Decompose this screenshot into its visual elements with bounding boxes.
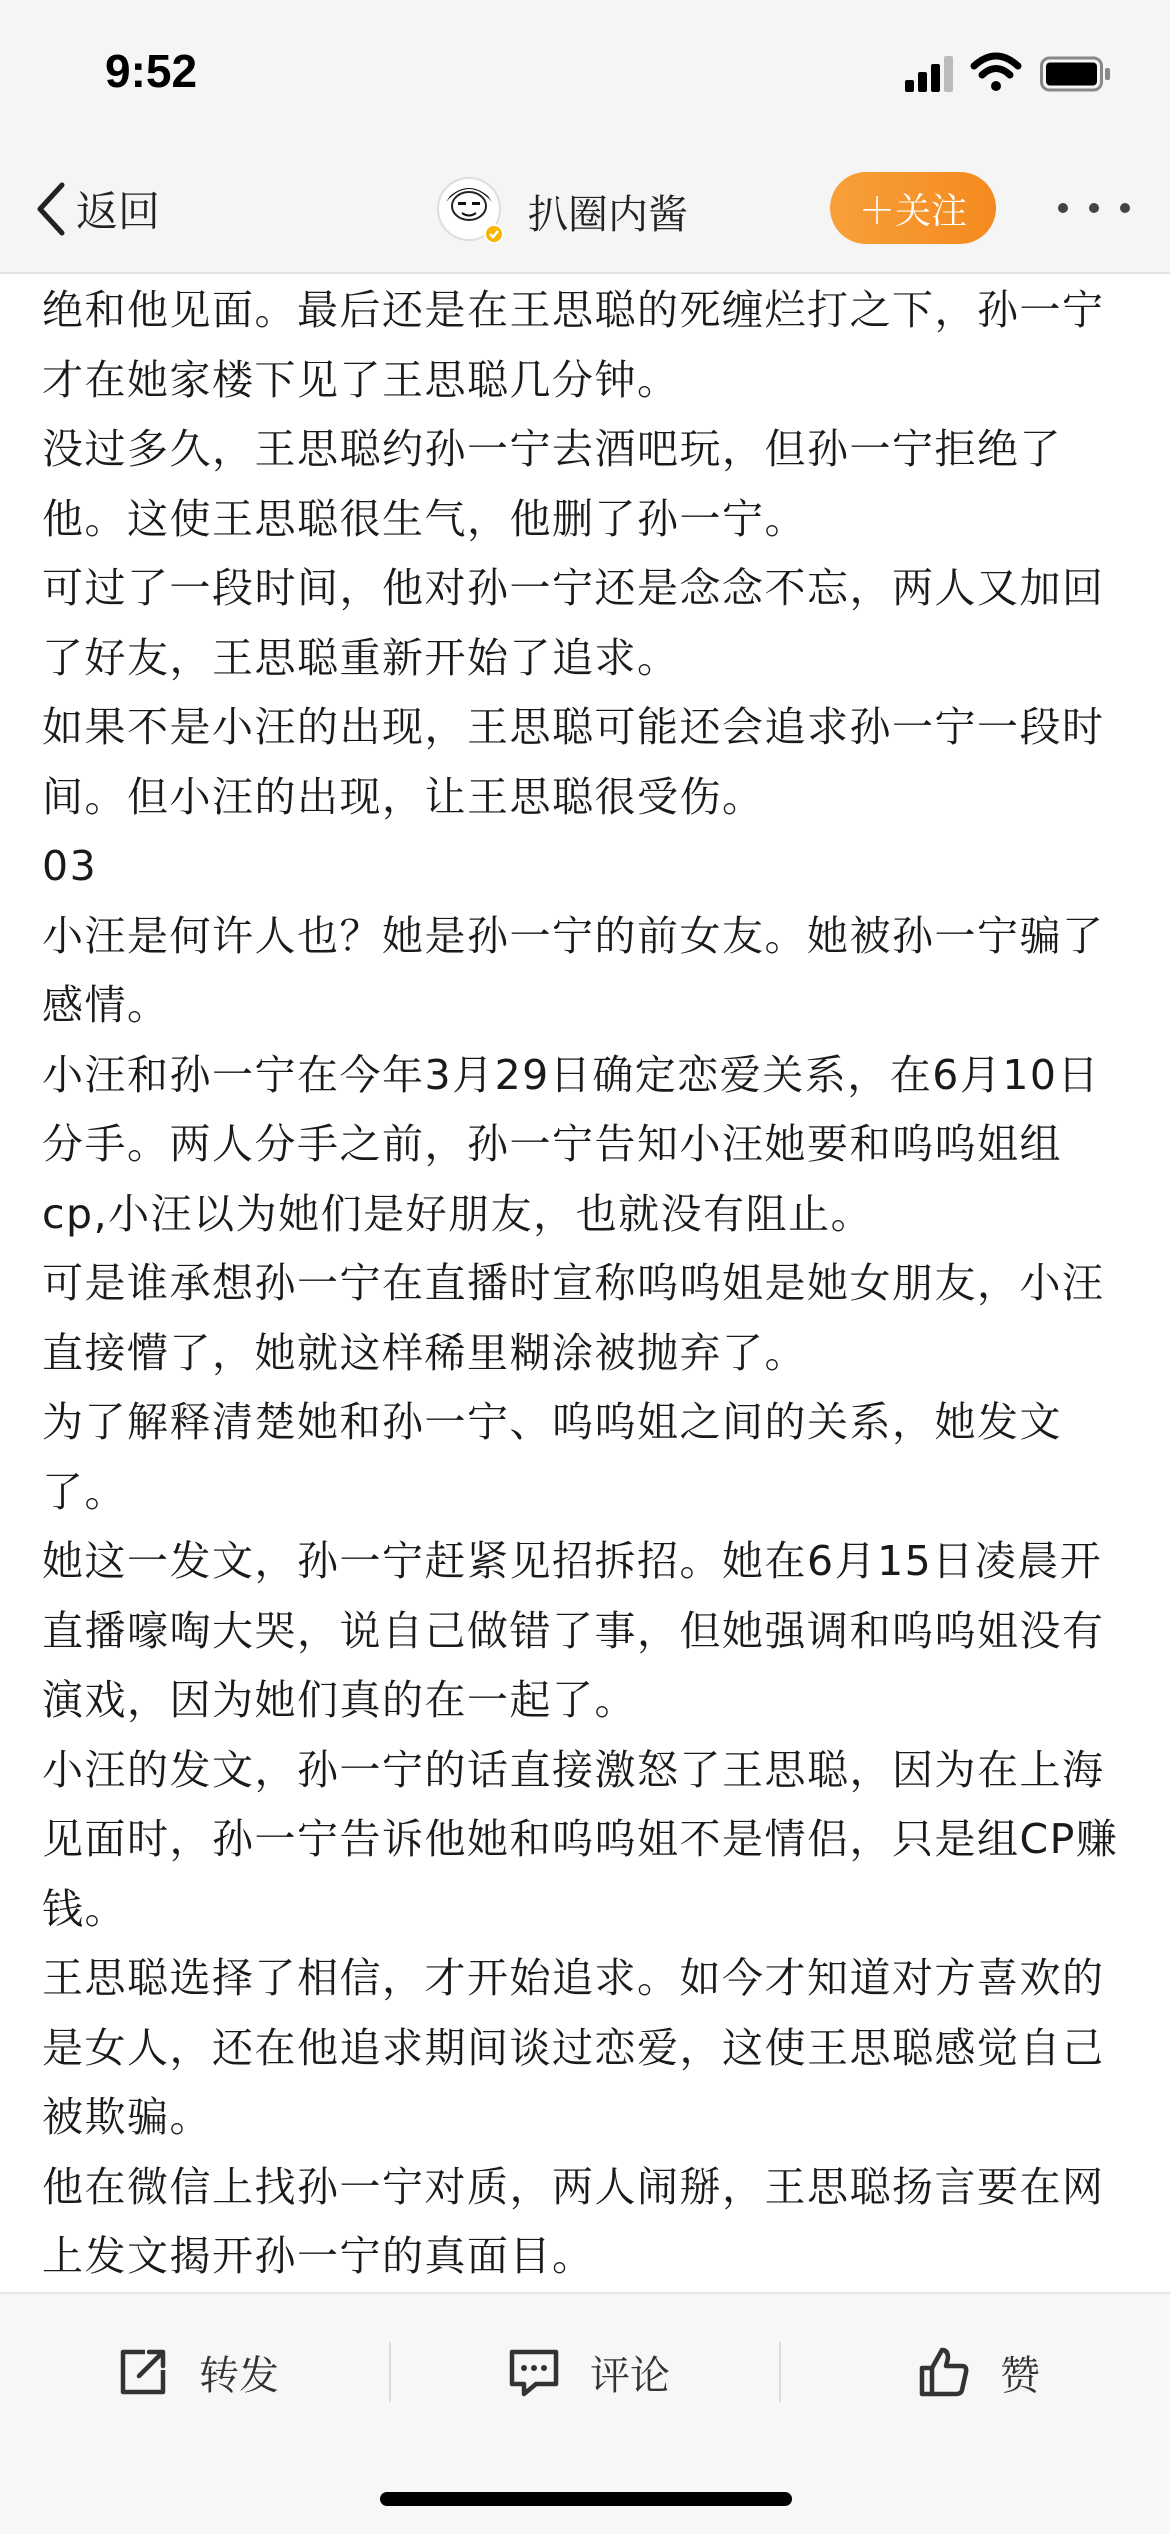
- avatar[interactable]: [436, 176, 506, 246]
- repost-label: 转发: [199, 2352, 279, 2399]
- like-label: 赞: [1000, 2352, 1040, 2399]
- status-time: 9:52: [105, 45, 198, 97]
- share-icon: [115, 2344, 171, 2400]
- comment-label: 评论: [590, 2352, 670, 2399]
- divider: [389, 2342, 391, 2402]
- repost-button[interactable]: [115, 2332, 279, 2412]
- article-paragraph: 小汪是何许人也？她是孙一宁的前女友。她被孙一宁骗了感情。: [42, 911, 1105, 1029]
- article-paragraph: 为了解释清楚她和孙一宁、呜呜姐之间的关系，她发文了。: [42, 1398, 1062, 1516]
- home-indicator[interactable]: [380, 2492, 792, 2506]
- follow-button[interactable]: ＋关注: [830, 172, 996, 244]
- account-name[interactable]: 扒圈内酱: [528, 191, 688, 238]
- battery-icon: [1040, 56, 1112, 92]
- article-paragraph: 王思聪选择了相信，才开始追求。如今才知道对方喜欢的是女人，还在他追求期间谈过恋爱，这使王思聪感觉自己被欺骗。: [42, 1954, 1105, 2141]
- chevron-left-icon: [32, 179, 72, 239]
- divider: [779, 2342, 781, 2402]
- bottom-action-bar: [0, 2292, 1170, 2534]
- nav-bar: [0, 150, 1170, 274]
- like-button[interactable]: [916, 2332, 1040, 2412]
- meme-avatar-icon: [436, 176, 506, 246]
- comment-icon: [506, 2344, 562, 2400]
- section-number: 03: [42, 842, 98, 890]
- comment-button[interactable]: [506, 2332, 670, 2412]
- cellular-signal-icon: [905, 56, 955, 92]
- article-paragraph: 她这一发文，孙一宁赶紧见招拆招。她在6月15日凌晨开直播嚎啕大哭，说自己做错了事，但她强调和呜呜姐没有演戏，因为她们真的在一起了。: [42, 1537, 1105, 1724]
- article-paragraph: 没过多久，王思聪约孙一宁去酒吧玩，但孙一宁拒绝了他。这使王思聪很生气，他删了孙一宁。: [42, 425, 1062, 543]
- back-button[interactable]: [32, 174, 160, 244]
- article-paragraph: 如果不是小汪的出现，王思聪可能还会追求孙一宁一段时间。但小汪的出现，让王思聪很受伤。: [42, 703, 1105, 821]
- article-paragraph: 可过了一段时间，他对孙一宁还是念念不忘，两人又加回了好友，王思聪重新开始了追求。: [42, 564, 1105, 682]
- article-paragraph: 绝和他见面。最后还是在王思聪的死缠烂打之下，孙一宁才在她家楼下见了王思聪几分钟。: [42, 286, 1105, 404]
- dot: [1120, 203, 1130, 213]
- thumbs-up-icon: [916, 2344, 972, 2400]
- dot: [1089, 203, 1099, 213]
- status-bar: [0, 0, 1170, 150]
- wifi-icon: [970, 52, 1022, 92]
- more-dots-icon[interactable]: [1058, 190, 1130, 226]
- back-label: 返回: [76, 187, 161, 236]
- article-body: [0, 272, 1170, 2292]
- account-profile[interactable]: [436, 168, 688, 254]
- article-paragraph: 他在微信上找孙一宁对质，两人闹掰，王思聪扬言要在网上发文揭开孙一宁的真面目。: [42, 2162, 1105, 2280]
- article-paragraph: 小汪的发文，孙一宁的话直接激怒了王思聪，因为在上海见面时，孙一宁告诉他她和呜呜姐不是情侣，只是组CP赚钱。: [42, 1745, 1119, 1933]
- article-paragraph: 可是谁承想孙一宁在直播时宣称呜呜姐是她女朋友，小汪直接懵了，她就这样稀里糊涂被抛弃了。: [42, 1259, 1105, 1377]
- article-paragraph: 小汪和孙一宁在今年3月29日确定恋爱关系，在6月10日分手。两人分手之前，孙一宁告知小汪她要和呜呜姐组cp,小汪以为她们是好朋友，也就没有阻止。: [42, 1050, 1101, 1238]
- dot: [1058, 203, 1068, 213]
